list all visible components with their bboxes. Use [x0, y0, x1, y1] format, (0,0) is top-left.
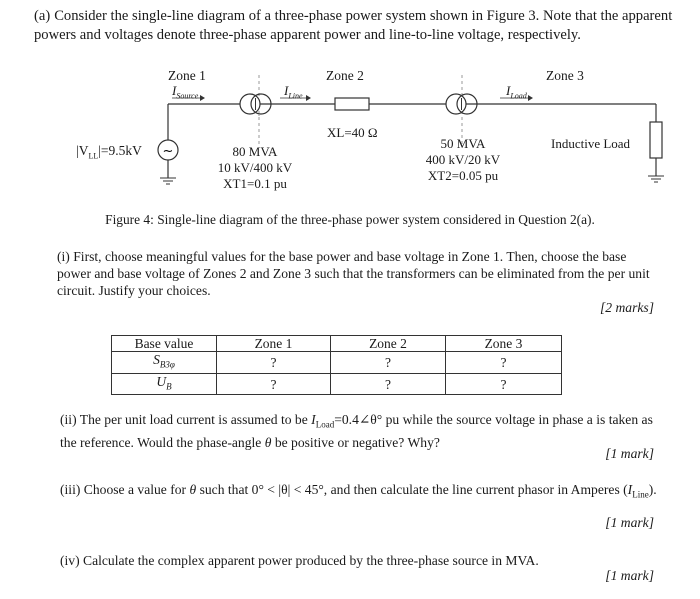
table-cell: ?	[446, 352, 562, 374]
inductive-load-icon	[650, 122, 662, 158]
t2-power: 50 MVA	[440, 136, 486, 151]
part-ii-text: (ii) The per unit load current is assumed to be $I_{Load}=0.4\angle\theta^\circ$ pu while the source voltage in phase a is taken as the reference. Would the phase-angle θ be positive or negative? Why?	[60, 412, 653, 450]
i-line-label: $I_{Line}$	[284, 83, 303, 101]
line-reactance-label: XL=40 Ω	[327, 125, 378, 140]
part-iii-marks: [1 mark]	[605, 515, 654, 530]
table-header: Base value	[112, 336, 217, 352]
table-header-row	[112, 336, 562, 352]
table-cell: ?	[217, 352, 331, 374]
table-header: Zone 3	[446, 336, 562, 352]
table-row-label: $S_{B3\varphi}$	[112, 352, 217, 374]
table-row-label: $U_B$	[112, 373, 217, 395]
t1-power: 80 MVA	[232, 144, 278, 159]
load-label: Inductive Load	[551, 136, 631, 151]
zone-3-label: Zone 3	[546, 68, 584, 83]
table-cell: ?	[331, 373, 446, 395]
part-iv-marks: [1 mark]	[605, 568, 654, 583]
table-row	[112, 373, 562, 395]
table-header: Zone 1	[217, 336, 331, 352]
base-values-table	[111, 335, 562, 395]
t1-reactance: XT1=0.1 pu	[223, 176, 287, 191]
figure-caption: Figure 4: Single-line diagram of the three-phase power system considered in Question 2(a).	[105, 212, 595, 227]
part-i-marks: [2 marks]	[599, 300, 654, 315]
part-iii-text: (iii) Choose a value for θ such that 0° < |θ| < 45°, and then calculate the line current phasor in Amperes $(I_{Line})$.	[60, 482, 657, 500]
zone-2-label: Zone 2	[326, 68, 364, 83]
i-load-label: $I_{Load}$	[506, 83, 527, 101]
t1-voltage: 10 kV/400 kV	[217, 160, 293, 175]
source-voltage-label: $|V_{LL}|=9.5kV$	[76, 143, 142, 161]
table-cell: ?	[217, 373, 331, 395]
table-cell: ?	[446, 373, 562, 395]
svg-text:~: ~	[162, 144, 174, 159]
t2-voltage: 400 kV/20 kV	[425, 152, 501, 167]
table-row	[112, 352, 562, 374]
part-ii-marks: [1 mark]	[605, 446, 654, 461]
line-reactance-icon	[335, 98, 369, 110]
t2-reactance: XT2=0.05 pu	[427, 168, 499, 183]
part-iv-text: (iv) Calculate the complex apparent power produced by the three-phase source in MVA.	[60, 553, 539, 568]
table-header: Zone 2	[331, 336, 446, 352]
transformer-1-specs	[200, 144, 310, 192]
transformer-1-icon	[240, 94, 260, 114]
transformer-2-icon	[446, 94, 466, 114]
zone-1-label: Zone 1	[168, 68, 206, 83]
part-i-text: (i) First, choose meaningful values for the base power and base voltage in Zone 1. Then, choose the base power and base voltage of Zones 2 and Zone 3 such that the transformers can be eliminated from the per unit circuit. Justify your choices.	[57, 249, 650, 298]
transformer-2-specs	[409, 136, 517, 184]
table-cell: ?	[331, 352, 446, 374]
question-label: (a)	[34, 8, 51, 24]
question-intro-text: Consider the single-line diagram of a three-phase power system shown in Figure 3. Note that the apparent powers and voltages denote three-phase apparent power and line-to-line voltage, respectively.	[34, 8, 673, 43]
i-source-label: $I_{Source}$	[172, 83, 199, 101]
